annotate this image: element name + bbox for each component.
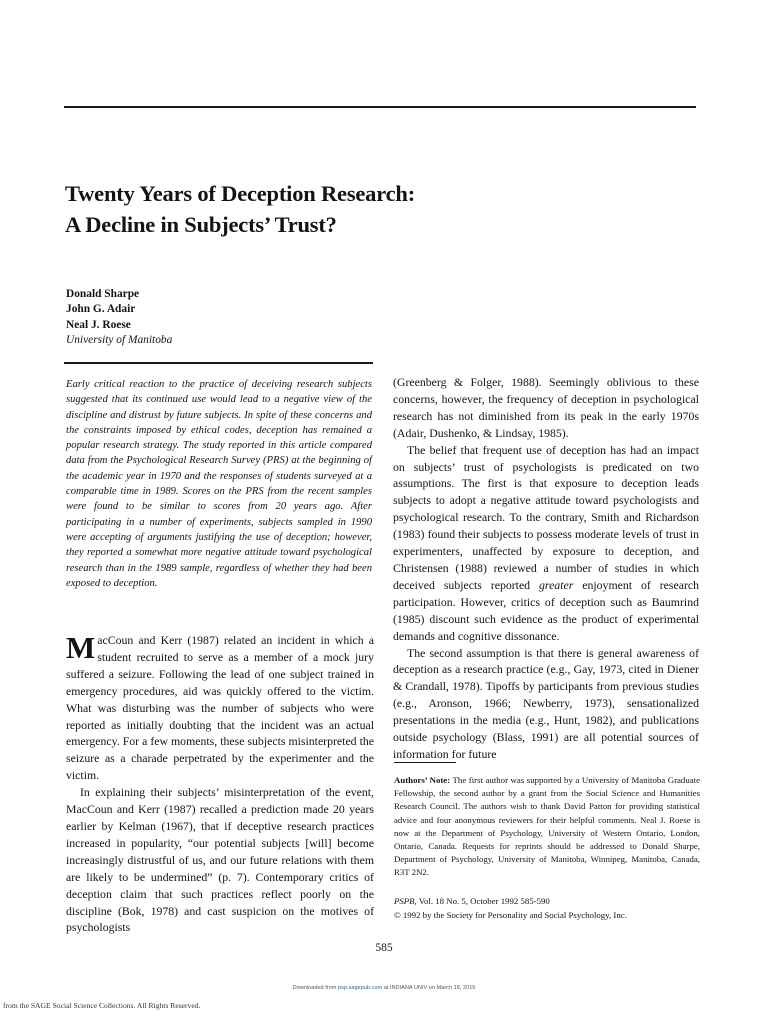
paragraph-text: The belief that frequent use of deception has had an impact on subjects’ trust of psychologists is predicated on two assumptions. The first is that exposure to deception leads subjects to adopt a negative attitude toward psychologists and psychological research. To the contrary, Smith and Richardson (1983) found their subjects to possess moderate levels of trust in experimenters, unaffected by exposure to deception, and Christensen (1988) reviewed a number of studies in which deceived subjects reported [393,442,699,592]
abstract: Early critical reaction to the practice of deceiving research subjects suggested that its continued use would lead to a negative view of the discipline and distrust by future subjects. In spite of these concerns and the constraints imposed by ethical codes, deception has remained a popular research strategy. The study reported in this article compared data from the Psychological Research Survey (PRS) at the beginning of the academic year in 1970 and the responses of students surveyed at a comparable time in 1989. Scores on the PRS from the recent samples were found to be similar to scores from 20 years ago. After participating in a number of experiments, subjects sampled in 1990 were accepting of arguments justifying the use of deception; however, they reported a somewhat more negative attitude toward psychological research than in the 1989 sample, regardless of whether they had been exposed to deception. [66,379,372,589]
author-name: Donald Sharpe [66,288,140,300]
author-note [394,774,700,880]
body-column-right [393,374,699,763]
article-title [65,178,705,240]
body-paragraph: The second assumption is that there is general awareness of deception as a research practice (e.g., Gay, 1973, cited in Diener & Crandall, 1978). Tipoffs by participants from previous studies (e.g., Aronson, 1966; Newberry, 1973), sensationalized presentations in the media (e.g., Hunt, 1982), and publications outside psychology (Blass, 1991) are all potential sources of information for future [393,645,699,761]
footer-notice: from the SAGE Social Science Collections. All Rights Reserved. [3,1001,201,1010]
copyright-line: © 1992 by the Society for Personality and Social Psychology, Inc. [394,909,627,920]
emphasis-text: greater [539,577,574,592]
title-line-1: Twenty Years of Deception Research: [65,181,416,206]
author-note-lead: Authors’ Note: [394,775,451,785]
citation-line [394,895,700,909]
author-name: John G. Adair [66,303,136,316]
body-paragraph: (Greenberg & Folger, 1988). Seemingly oblivious to these concerns, however, the frequency of deception in psychological research has not diminished from its peak in the early 1970s (Adair, Dushenko, & Lindsay, 1985). [393,375,699,440]
author-block [66,287,172,349]
body-paragraph [393,442,699,645]
journal-abbrev: PSPB, [394,896,417,906]
body-paragraph [66,632,374,784]
journal-citation [394,895,700,922]
author-note-text: The first author was supported by a University of Manitoba Graduate Fellowship, the second author by a grant from the Social Science and Humanities Research Council. The authors wish to thank David Patton for providing statistical advice and four anonymous reviewers for their helpful comments. Neal J. Roese is now at the Department of Psychology, University of Western Ontario, London, Ontario, Canada. Requests for reprints should be addressed to Donald Sharpe, Department of Psychology, University of Manitoba, Winnipeg, Manitoba, Canada, R3T 2N2. [394,775,700,878]
title-line-2: A Decline in Subjects’ Trust? [65,212,337,237]
author-affiliation: University of Manitoba [66,334,173,347]
volume-info: Vol. 18 No. 5, October 1992 585-590 [416,896,550,906]
download-suffix: at INDIANA UNIV on March 18, 2015 [382,985,476,991]
page-number: 585 [375,942,393,954]
author-name: Neal J. Roese [66,318,131,331]
body-column-left [66,632,374,936]
body-paragraph: In explaining their subjects’ misinterpretation of the event, MacCoun and Kerr (1987) recalled a prediction made 20 years earlier by Kelman (1967), that if deceptive research practices increased in popularity, “our potential subjects [will] become increasingly distrustful of us, and our future relations with them are likely to be undermined” (p. 7). Contemporary critics of deception claim that such practices reflect poorly on the discipline (Bok, 1978) and cast suspicion on the motives of psychologists [66,785,374,935]
download-notice [0,985,768,991]
drop-cap: M [66,630,96,665]
footnote-rule [394,762,456,763]
paragraph-text: acCoun and Kerr (1987) related an incident in which a student recruited to serve as a member of a mock jury suffered a seizure. Following the lead of one subject trained in emergency procedures, aid was quickly offered to the victim. What was disturbing was the number of subjects who were reported as initially doubting that the incident was an actual emergency. For a few moments, these subjects misinterpreted the seizure as a charade perpetrated by the experimenter and the victim. [66,633,374,783]
paragraph-text: enjoyment of research participation. However, critics of deception such as Baumrind (1985) discount such evidence as the product of experimental demands and cognitive dissonance. [393,577,700,643]
download-link[interactable]: psp.sagepub.com [337,985,383,991]
abstract-rule [64,362,373,364]
top-rule [64,106,696,108]
download-prefix: Downloaded from [292,985,338,991]
